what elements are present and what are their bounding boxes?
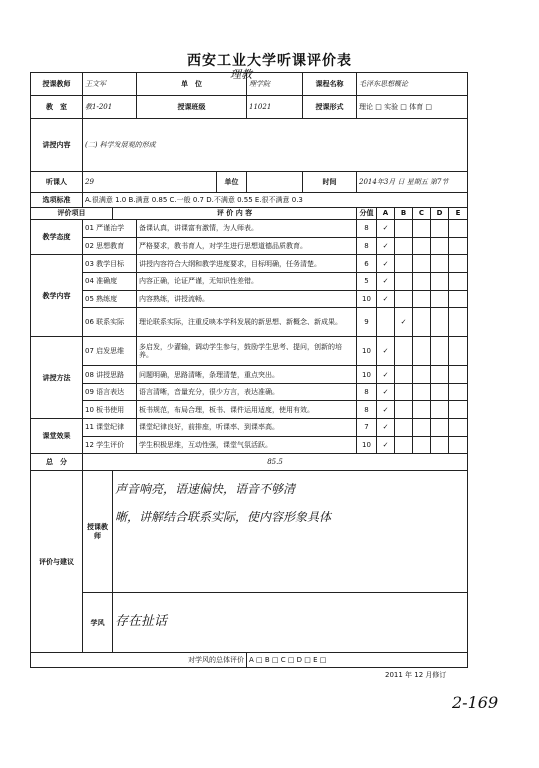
teacher-label: 授课教师 bbox=[31, 73, 83, 96]
course-value: 毛泽东思想概论 bbox=[357, 73, 468, 96]
check-mark: ✓ bbox=[377, 290, 395, 308]
item-desc: 语言清晰，音量充分，很少方言，表达准确。 bbox=[137, 383, 357, 401]
col-grade-b: B bbox=[395, 207, 413, 219]
item-score: 10 bbox=[357, 290, 377, 308]
form-value: 理论 □ 实验 □ 体育 □ bbox=[357, 95, 468, 118]
item-score: 5 bbox=[357, 272, 377, 290]
group-label: 讲授方法 bbox=[31, 337, 83, 419]
item-desc: 内容正确，论证严谨，无知识性差错。 bbox=[137, 272, 357, 290]
item-score: 10 bbox=[357, 436, 377, 454]
evaluation-form bbox=[30, 72, 468, 668]
check-mark: ✓ bbox=[377, 366, 395, 384]
check-mark: ✓ bbox=[377, 237, 395, 255]
time-value: 2014年3月 日 星期五 第7节 bbox=[357, 172, 468, 193]
content-value: (二) 科学发展观的形成 bbox=[83, 118, 468, 172]
col-grade-c: C bbox=[413, 207, 431, 219]
unit-value: 理学院 bbox=[247, 73, 303, 96]
item-score: 6 bbox=[357, 255, 377, 273]
group-label: 教学内容 bbox=[31, 255, 83, 337]
course-label: 课程名称 bbox=[303, 73, 357, 96]
table-row bbox=[31, 220, 468, 238]
item-score: 8 bbox=[357, 401, 377, 419]
listener-unit-label: 单位 bbox=[217, 172, 247, 193]
item-no: 07 启发思维 bbox=[83, 337, 137, 366]
style-comment: 存在扯话 bbox=[113, 593, 468, 653]
item-desc: 课堂纪律良好，前排座，听课率、到课率高。 bbox=[137, 419, 357, 437]
item-desc: 内容熟练，讲授流畅。 bbox=[137, 290, 357, 308]
table-row bbox=[31, 337, 468, 366]
standard-text: A.很满意 1.0 B.满意 0.85 C.一般 0.7 D.不满意 0.55 E.很不满意 0.3 bbox=[83, 193, 468, 208]
col-grade-a: A bbox=[377, 207, 395, 219]
table-row bbox=[31, 366, 468, 384]
teacher-value: 王文军 bbox=[83, 73, 137, 96]
form-label: 授课形式 bbox=[303, 95, 357, 118]
class-value: 11021 bbox=[247, 95, 303, 118]
col-item-header: 评价项目 bbox=[31, 207, 113, 219]
item-score: 8 bbox=[357, 237, 377, 255]
item-desc: 问题明确，思路清晰，条理清楚，重点突出。 bbox=[137, 366, 357, 384]
table-row bbox=[31, 272, 468, 290]
check-mark: ✓ bbox=[377, 401, 395, 419]
check-mark: ✓ bbox=[377, 436, 395, 454]
listener-unit-value bbox=[247, 172, 303, 193]
teaching-comment-line-2: 晰，讲解结合联系实际，使内容形象具体 bbox=[115, 509, 332, 524]
teaching-comment bbox=[113, 470, 468, 592]
item-no: 11 课堂纪律 bbox=[83, 419, 137, 437]
listener-value: 29 bbox=[83, 172, 217, 193]
col-grade-d: D bbox=[431, 207, 449, 219]
group-label: 教学态度 bbox=[31, 220, 83, 255]
style-comment-label: 学风 bbox=[83, 593, 113, 653]
item-score: 10 bbox=[357, 337, 377, 366]
col-content-header: 评 价 内 容 bbox=[113, 207, 357, 219]
item-desc: 理论联系实际，注重反映本学科发展的新思想、新概念、新成果。 bbox=[137, 308, 357, 337]
teaching-comment-line-1: 声音响亮，语速偏快，语音不够清 bbox=[115, 481, 296, 496]
col-score-header: 分值 bbox=[357, 207, 377, 219]
item-no: 10 板书使用 bbox=[83, 401, 137, 419]
col-grade-e: E bbox=[449, 207, 468, 219]
item-no: 05 熟练度 bbox=[83, 290, 137, 308]
total-value: 85.5 bbox=[83, 454, 468, 471]
item-score: 7 bbox=[357, 419, 377, 437]
standard-label: 选项标准 bbox=[31, 193, 83, 208]
check-mark: ✓ bbox=[377, 337, 395, 366]
check-mark: ✓ bbox=[395, 308, 413, 337]
table-row bbox=[31, 401, 468, 419]
unit-label: 单 位 bbox=[137, 73, 247, 96]
check-mark: ✓ bbox=[377, 220, 395, 238]
item-score: 8 bbox=[357, 383, 377, 401]
item-no: 02 思想教育 bbox=[83, 237, 137, 255]
item-no: 01 严谨治学 bbox=[83, 220, 137, 238]
table-row bbox=[31, 383, 468, 401]
overall-grades: A □ B □ C □ D □ E □ bbox=[247, 653, 468, 668]
table-row bbox=[31, 419, 468, 437]
table-row bbox=[31, 237, 468, 255]
table-row bbox=[31, 436, 468, 454]
item-score: 9 bbox=[357, 308, 377, 337]
table-row bbox=[31, 255, 468, 273]
item-desc: 学生积极思维，互动性强，课堂气氛活跃。 bbox=[137, 436, 357, 454]
comments-side-label: 评价与建议 bbox=[31, 470, 83, 652]
item-desc: 严格要求，教书育人，对学生进行思想道德品质教育。 bbox=[137, 237, 357, 255]
item-desc: 板书规范，布局合理，板书、课件运用适度，使用有效。 bbox=[137, 401, 357, 419]
total-label: 总 分 bbox=[31, 454, 83, 471]
overall-label: 对学风的总体评价 bbox=[31, 653, 247, 668]
revision-date: 2011 年 12 月修订 bbox=[385, 671, 447, 679]
item-score: 10 bbox=[357, 366, 377, 384]
page-number: 2-169 bbox=[452, 693, 499, 712]
room-value: 教1-201 bbox=[83, 95, 137, 118]
check-mark: ✓ bbox=[377, 255, 395, 273]
check-mark: ✓ bbox=[377, 383, 395, 401]
class-label: 授课班级 bbox=[137, 95, 247, 118]
item-no: 06 联系实际 bbox=[83, 308, 137, 337]
check-mark: ✓ bbox=[377, 419, 395, 437]
item-no: 09 语言表达 bbox=[83, 383, 137, 401]
item-desc: 备课认真，讲课富有激情，为人师表。 bbox=[137, 220, 357, 238]
item-desc: 讲授内容符合大纲和教学进度要求，目标明确，任务清楚。 bbox=[137, 255, 357, 273]
content-label: 讲授内容 bbox=[31, 118, 83, 172]
teaching-comment-label: 授课教师 bbox=[83, 470, 113, 592]
item-no: 03 教学目标 bbox=[83, 255, 137, 273]
time-label: 时间 bbox=[303, 172, 357, 193]
item-no: 12 学生评价 bbox=[83, 436, 137, 454]
handwritten-stamp: 理教 bbox=[230, 68, 252, 81]
table-row bbox=[31, 308, 468, 337]
check-mark: ✓ bbox=[377, 272, 395, 290]
listener-label: 听课人 bbox=[31, 172, 83, 193]
item-no: 04 准确度 bbox=[83, 272, 137, 290]
page-title: 西安工业大学听课评价表 bbox=[187, 53, 352, 69]
table-row bbox=[31, 290, 468, 308]
item-no: 08 讲授思路 bbox=[83, 366, 137, 384]
room-label: 教 室 bbox=[31, 95, 83, 118]
group-label: 课堂效果 bbox=[31, 419, 83, 454]
item-desc: 多启发，少灌输，调动学生参与，鼓励学生思考、提问，创新的培养。 bbox=[137, 337, 357, 366]
item-score: 8 bbox=[357, 220, 377, 238]
